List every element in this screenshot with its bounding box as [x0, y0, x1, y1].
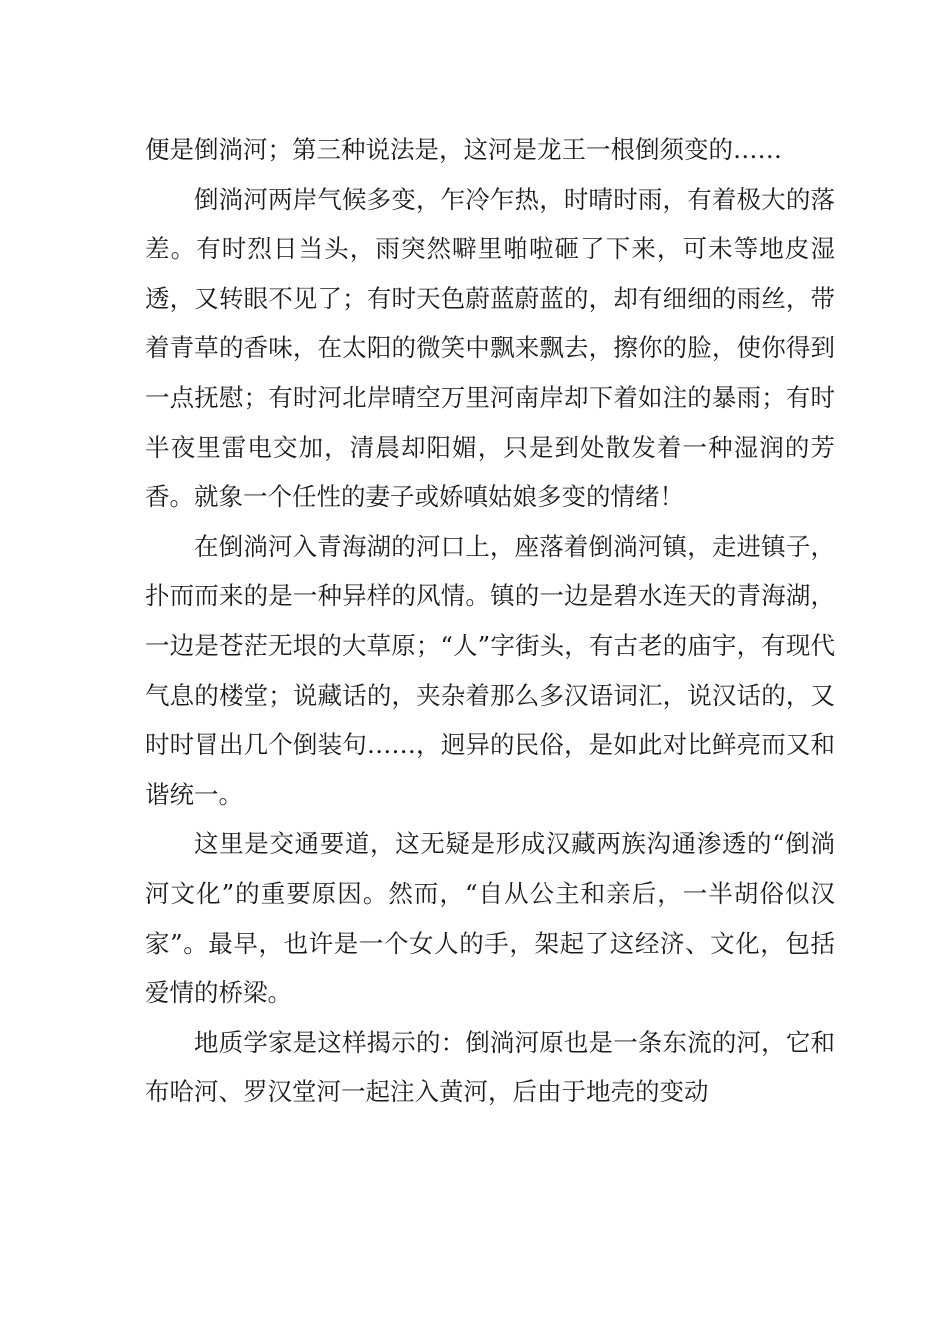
document-body — [145, 125, 835, 1117]
paragraph-4: 这里是交通要道，这无疑是形成汉藏两族沟通渗透的“倒淌河文化”的重要原因。然而，“自从公主和亲后，一半胡俗似汉家”。最早，也许是一个女人的手，架起了这经济、文化，包括爱情的桥梁。 — [145, 829, 835, 1008]
paragraph-2: 倒淌河两岸气候多变，乍冷乍热，时晴时雨，有着极大的落差。有时烈日当头，雨突然噼里啪啦砸了下来，可未等地皮湿透，又转眼不见了；有时天色蔚蓝蔚蓝的，却有细细的雨丝，带着青草的香味，在太阳的微笑中飘来飘去，擦你的脸，使你得到一点抚慰；有时河北岸晴空万里河南岸却下着如注的暴雨；有时半夜里雷电交加，清晨却阳媚，只是到处散发着一种湿润的芳香。就象一个任性的妻子或娇嗔姑娘多变的情绪！ — [145, 184, 835, 512]
paragraph-1: 便是倒淌河；第三种说法是，这河是龙王一根倒须变的…… — [145, 135, 782, 164]
paragraph-3: 在倒淌河入青海湖的河口上，座落着倒淌河镇，走进镇子，扑而而来的是一种异样的风情。镇的一边是碧水连天的青海湖，一边是苍茫无垠的大草原；“人”字街头，有古老的庙宇，有现代气息的楼堂；说藏话的，夹杂着那么多汉语词汇，说汉话的，又时时冒出几个倒装句……，迥异的民俗，是如此对比鲜亮而又和谐统一。 — [145, 531, 835, 809]
paragraph-5: 地质学家是这样揭示的：倒淌河原也是一条东流的河，它和布哈河、罗汉堂河一起注入黄河，后由于地壳的变动 — [145, 1027, 835, 1107]
